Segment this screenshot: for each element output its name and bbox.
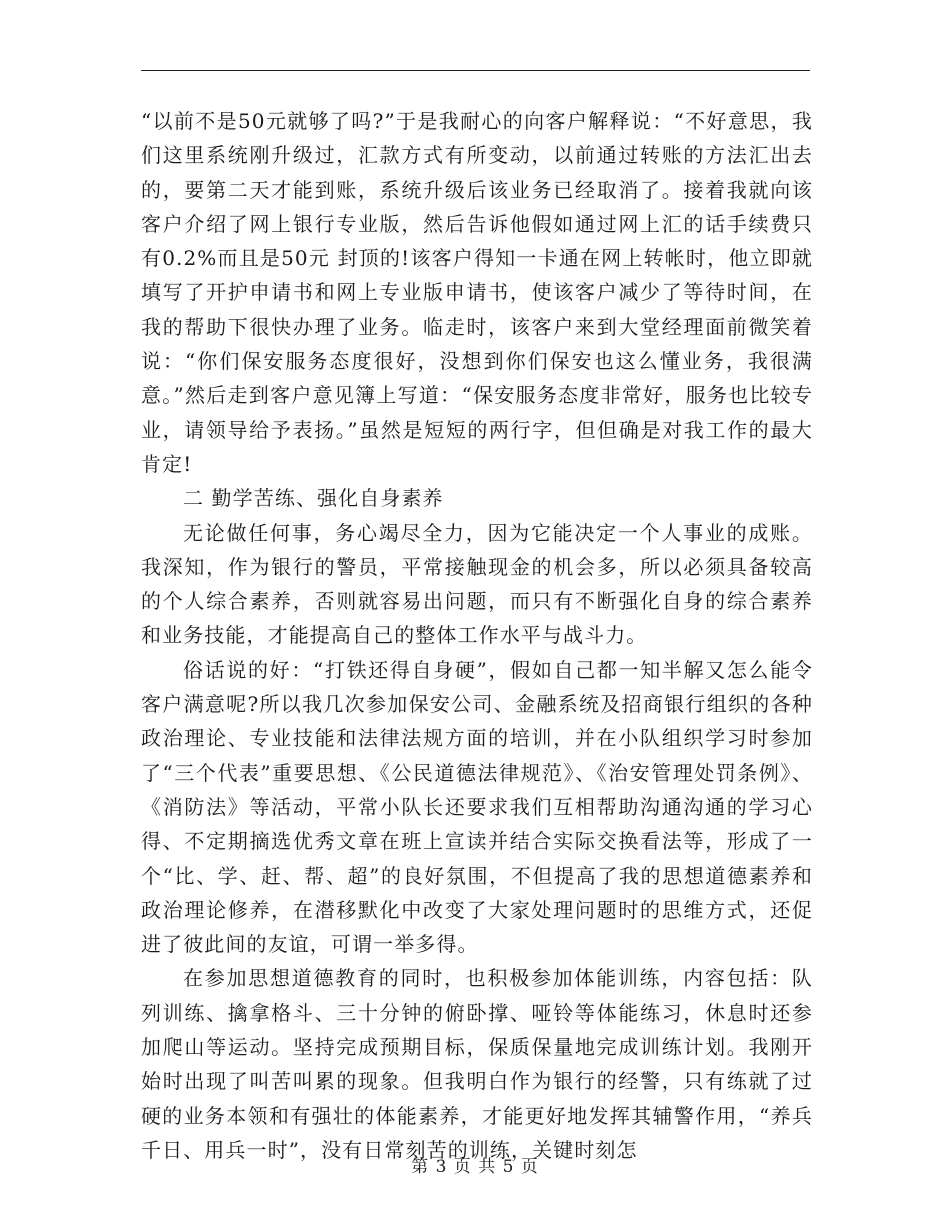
paragraph-2: 无论做任何事，务心竭尽全力，因为它能决定一个人事业的成账。我深知，作为银行的警员，平常接触现金的机会多，所以必须具备较高的个人综合素养，否则就容易出问题，而只有不断强化自身的综合素养和业务技能，才能提高自己的整体工作水平与战斗力。 — [141, 520, 813, 648]
paragraph-3: 俗话说的好：“打铁还得自身硬”，假如自己都一知半解又怎么能令客户满意呢?所以我几次参加保安公司、金融系统及招商银行组织的各种政治理论、专业技能和法律法规方面的培训，并在小队组织学习时参加了“三个代表”重要思想、《公民道德法律规范》、《治安管理处罚条例》、《消防法》等活动，平常小队长还要求我们互相帮助沟通沟通的学习心得、不定期摘选优秀文章在班上宣读并结合实际交换看法等，形成了一个“比、学、赶、帮、超”的良好氛围，不但提高了我的思想道德素养和政治理论修养，在潜移默化中改变了大家处理问题时的思维方式，还促进了彼此间的友谊，可谓一举多得。 — [141, 657, 813, 957]
document-body — [141, 104, 813, 1167]
paragraph-4: 在参加思想道德教育的同时，也积极参加体能训练，内容包括：队列训练、擒拿格斗、三十分钟的俯卧撑、哑铃等体能练习，休息时还参加爬山等运动。坚持完成预期目标，保质保量地完成训练计划。我刚开始时出现了叫苦叫累的现象。但我明白作为银行的经警，只有练就了过硬的业务本领和有强壮的体能素养，才能更好地发挥其辅警作用，“养兵千日、用兵一时”，没有日常刻苦的训练，关键时刻怎 — [141, 966, 813, 1162]
header-rule — [141, 70, 810, 71]
paragraph-1: “以前不是50元就够了吗?”于是我耐心的向客户解释说：“不好意思，我们这里系统刚升级过，汇款方式有所变动，以前通过转账的方法汇出去的，要第二天才能到账，系统升级后该业务已经取消了。接着我就向该客户介绍了网上银行专业版，然后告诉他假如通过网上汇的话手续费只有0.2%而且是50元 封顶的!该客户得知一卡通在网上转帐时，他立即就填写了开护申请书和网上专业版申请书，使该客户减少了等待时间，在我的帮助下很快办理了业务。临走时，该客户来到大堂经理面前微笑着说：“你们保安服务态度很好，没想到你们保安也这么懂业务，我很满意。”然后走到客户意见簿上写道：“保安服务态度非常好，服务也比较专业，请领导给予表扬。”虽然是短短的两行字，但但确是对我工作的最大肯定! — [141, 109, 813, 476]
section-heading: 二 勤学苦练、强化自身素养 — [183, 486, 444, 511]
page-number-footer: 第 3 页 共 5 页 — [411, 1157, 539, 1177]
